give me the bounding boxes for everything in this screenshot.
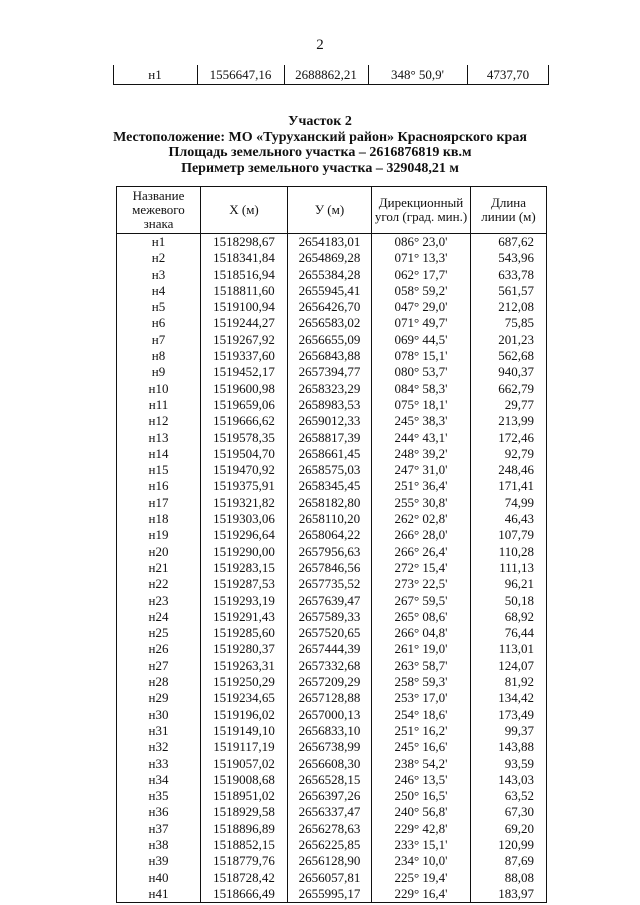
cell-length: 134,42 (471, 690, 547, 706)
table-row (117, 267, 547, 283)
cell-y: 2656528,15 (288, 772, 372, 788)
table-row (117, 707, 547, 723)
page-number: 2 (316, 37, 324, 53)
cell-y: 2658817,39 (288, 430, 372, 446)
cell-x: 1519290,00 (201, 544, 288, 560)
cell-name: н38 (117, 837, 201, 853)
cell-name: н24 (117, 609, 201, 625)
cell-angle: 272° 15,4' (372, 560, 471, 576)
section-title: Участок 2 (288, 114, 352, 129)
cell-angle: 246° 13,5' (372, 772, 471, 788)
cell-length: 143,88 (471, 739, 547, 755)
cell-name: н2 (117, 250, 201, 266)
cell-angle: 234° 10,0' (372, 853, 471, 869)
table-row (117, 674, 547, 690)
cell-name: н7 (117, 332, 201, 348)
coordinates-table (116, 186, 547, 903)
cell-y: 2657846,56 (288, 560, 372, 576)
cell-name: н32 (117, 739, 201, 755)
cell-name: н35 (117, 788, 201, 804)
cell-x: 1519452,17 (201, 364, 288, 380)
cell-x: 1519100,94 (201, 299, 288, 315)
cell-name: н16 (117, 478, 201, 494)
cell-length: 633,78 (471, 267, 547, 283)
table-row (117, 234, 547, 251)
cell-length: 687,62 (471, 234, 547, 251)
cell-name: н26 (117, 641, 201, 657)
cell-name: н29 (117, 690, 201, 706)
cell-name: н13 (117, 430, 201, 446)
row-angle: 348° 50,9' (390, 67, 445, 82)
cell-length: 50,18 (471, 593, 547, 609)
table-row (117, 625, 547, 641)
cell-angle: 251° 36,4' (372, 478, 471, 494)
cell-angle: 248° 39,2' (372, 446, 471, 462)
cell-x: 1519293,19 (201, 593, 288, 609)
cell-x: 1519600,98 (201, 381, 288, 397)
cell-x: 1519303,06 (201, 511, 288, 527)
header-y: У (м) (288, 187, 372, 234)
cell-length: 46,43 (471, 511, 547, 527)
cell-length: 213,99 (471, 413, 547, 429)
cell-name: н36 (117, 804, 201, 820)
table-row (117, 593, 547, 609)
cell-angle: 247° 31,0' (372, 462, 471, 478)
cell-y: 2658983,53 (288, 397, 372, 413)
table-row (117, 299, 547, 315)
cell-angle: 266° 04,8' (372, 625, 471, 641)
table-row (117, 560, 547, 576)
cell-x: 1519008,68 (201, 772, 288, 788)
cell-length: 173,49 (471, 707, 547, 723)
cell-length: 201,23 (471, 332, 547, 348)
cell-length: 67,30 (471, 804, 547, 820)
cell-angle: 263° 58,7' (372, 658, 471, 674)
cell-y: 2657000,13 (288, 707, 372, 723)
cell-y: 2657332,68 (288, 658, 372, 674)
cell-x: 1519287,53 (201, 576, 288, 592)
table-row (117, 348, 547, 364)
cell-length: 940,37 (471, 364, 547, 380)
cell-length: 99,37 (471, 723, 547, 739)
cell-y: 2656397,26 (288, 788, 372, 804)
header-angle: Дирекционный угол (град. мин.) (372, 187, 471, 234)
cell-length: 29,77 (471, 397, 547, 413)
cell-y: 2658323,29 (288, 381, 372, 397)
cell-y: 2655995,17 (288, 886, 372, 903)
table-row (117, 658, 547, 674)
table-row (117, 739, 547, 755)
table-row (117, 886, 547, 903)
cell-length: 124,07 (471, 658, 547, 674)
cell-angle: 245° 16,6' (372, 739, 471, 755)
cell-angle: 069° 44,5' (372, 332, 471, 348)
cell-angle: 238° 54,2' (372, 756, 471, 772)
section-heading (0, 114, 640, 176)
cell-x: 1518298,67 (201, 234, 288, 251)
table-row (117, 853, 547, 869)
continued-table-row (113, 65, 549, 85)
cell-name: н39 (117, 853, 201, 869)
cell-y: 2657520,65 (288, 625, 372, 641)
table-row (117, 478, 547, 494)
cell-angle: 075° 18,1' (372, 397, 471, 413)
cell-name: н11 (117, 397, 201, 413)
cell-x: 1518666,49 (201, 886, 288, 903)
cell-angle: 078° 15,1' (372, 348, 471, 364)
cell-angle: 250° 16,5' (372, 788, 471, 804)
table-row (117, 511, 547, 527)
cell-length: 74,99 (471, 495, 547, 511)
cell-y: 2657444,39 (288, 641, 372, 657)
cell-length: 76,44 (471, 625, 547, 641)
cell-y: 2658110,20 (288, 511, 372, 527)
cell-x: 1519666,62 (201, 413, 288, 429)
cell-x: 1519244,27 (201, 315, 288, 331)
cell-x: 1519283,15 (201, 560, 288, 576)
cell-length: 87,69 (471, 853, 547, 869)
cell-name: н28 (117, 674, 201, 690)
table-row (117, 756, 547, 772)
cell-y: 2657209,29 (288, 674, 372, 690)
cell-x: 1519578,35 (201, 430, 288, 446)
cell-y: 2656738,99 (288, 739, 372, 755)
cell-x: 1518951,02 (201, 788, 288, 804)
perimeter-line: Периметр земельного участка – 329048,21 м (181, 160, 459, 176)
cell-y: 2658182,80 (288, 495, 372, 511)
cell-angle: 253° 17,0' (372, 690, 471, 706)
cell-name: н10 (117, 381, 201, 397)
cell-angle: 058° 59,2' (372, 283, 471, 299)
cell-x: 1519470,92 (201, 462, 288, 478)
header-length: Длина линии (м) (471, 187, 547, 234)
cell-angle: 251° 16,2' (372, 723, 471, 739)
cell-angle: 267° 59,5' (372, 593, 471, 609)
cell-x: 1519291,43 (201, 609, 288, 625)
cell-length: 248,46 (471, 462, 547, 478)
header-name: Название межевого знака (117, 187, 201, 234)
table-header-row (117, 187, 547, 234)
cell-length: 113,01 (471, 641, 547, 657)
cell-name: н30 (117, 707, 201, 723)
cell-x: 1518516,94 (201, 267, 288, 283)
cell-name: н34 (117, 772, 201, 788)
cell-name: н4 (117, 283, 201, 299)
row-y: 2688862,21 (295, 67, 357, 82)
cell-y: 2654869,28 (288, 250, 372, 266)
cell-x: 1519280,37 (201, 641, 288, 657)
cell-y: 2656225,85 (288, 837, 372, 853)
cell-angle: 084° 58,3' (372, 381, 471, 397)
cell-name: н23 (117, 593, 201, 609)
cell-y: 2655945,41 (288, 283, 372, 299)
cell-name: н12 (117, 413, 201, 429)
table-row (117, 462, 547, 478)
cell-name: н37 (117, 821, 201, 837)
cell-x: 1518929,58 (201, 804, 288, 820)
cell-angle: 240° 56,8' (372, 804, 471, 820)
cell-y: 2657128,88 (288, 690, 372, 706)
table-row (117, 413, 547, 429)
cell-name: н9 (117, 364, 201, 380)
cell-angle: 229° 16,4' (372, 886, 471, 903)
cell-x: 1518811,60 (201, 283, 288, 299)
cell-angle: 071° 49,7' (372, 315, 471, 331)
table-row (117, 641, 547, 657)
cell-name: н31 (117, 723, 201, 739)
table-row (117, 609, 547, 625)
cell-length: 68,92 (471, 609, 547, 625)
cell-x: 1519196,02 (201, 707, 288, 723)
row-length: 4737,70 (486, 67, 530, 82)
cell-angle: 229° 42,8' (372, 821, 471, 837)
cell-x: 1519321,82 (201, 495, 288, 511)
cell-y: 2654183,01 (288, 234, 372, 251)
cell-angle: 265° 08,6' (372, 609, 471, 625)
table-row (117, 690, 547, 706)
cell-y: 2658064,22 (288, 527, 372, 543)
cell-x: 1518779,76 (201, 853, 288, 869)
cell-name: н8 (117, 348, 201, 364)
cell-angle: 225° 19,4' (372, 870, 471, 886)
cell-name: н33 (117, 756, 201, 772)
cell-length: 69,20 (471, 821, 547, 837)
table-row (117, 283, 547, 299)
cell-y: 2658345,45 (288, 478, 372, 494)
cell-x: 1519250,29 (201, 674, 288, 690)
table-row (117, 250, 547, 266)
cell-x: 1519263,31 (201, 658, 288, 674)
cell-y: 2656655,09 (288, 332, 372, 348)
cell-length: 183,97 (471, 886, 547, 903)
cell-angle: 261° 19,0' (372, 641, 471, 657)
cell-y: 2657735,52 (288, 576, 372, 592)
cell-name: н21 (117, 560, 201, 576)
cell-x: 1519337,60 (201, 348, 288, 364)
table-row (117, 821, 547, 837)
cell-y: 2656833,10 (288, 723, 372, 739)
cell-y: 2656057,81 (288, 870, 372, 886)
cell-angle: 254° 18,6' (372, 707, 471, 723)
cell-length: 88,08 (471, 870, 547, 886)
cell-length: 110,28 (471, 544, 547, 560)
cell-y: 2656278,63 (288, 821, 372, 837)
table-row (117, 576, 547, 592)
table-row (117, 381, 547, 397)
cell-name: н14 (117, 446, 201, 462)
cell-y: 2655384,28 (288, 267, 372, 283)
cell-x: 1519296,64 (201, 527, 288, 543)
cell-name: н25 (117, 625, 201, 641)
cell-y: 2657589,33 (288, 609, 372, 625)
area-line: Площадь земельного участка – 2616876819 кв.м (168, 145, 472, 160)
cell-x: 1519659,06 (201, 397, 288, 413)
cell-name: н18 (117, 511, 201, 527)
cell-angle: 262° 02,8' (372, 511, 471, 527)
cell-x: 1519234,65 (201, 690, 288, 706)
table-row (117, 544, 547, 560)
table-row (117, 315, 547, 331)
cell-y: 2659012,33 (288, 413, 372, 429)
cell-length: 143,03 (471, 772, 547, 788)
table-row (117, 495, 547, 511)
row-x: 1556647,16 (209, 67, 272, 82)
table-row (117, 364, 547, 380)
table-row (117, 430, 547, 446)
cell-angle: 062° 17,7' (372, 267, 471, 283)
cell-angle: 266° 28,0' (372, 527, 471, 543)
cell-length: 120,99 (471, 837, 547, 853)
cell-y: 2656426,70 (288, 299, 372, 315)
cell-name: н5 (117, 299, 201, 315)
table-body (117, 234, 547, 903)
table-row (117, 397, 547, 413)
cell-y: 2656608,30 (288, 756, 372, 772)
cell-length: 92,79 (471, 446, 547, 462)
cell-length: 561,57 (471, 283, 547, 299)
cell-length: 662,79 (471, 381, 547, 397)
cell-x: 1519375,91 (201, 478, 288, 494)
cell-length: 212,08 (471, 299, 547, 315)
cell-name: н1 (117, 234, 201, 251)
cell-y: 2658575,03 (288, 462, 372, 478)
cell-y: 2656128,90 (288, 853, 372, 869)
table-row (117, 527, 547, 543)
cell-name: н6 (117, 315, 201, 331)
cell-name: н19 (117, 527, 201, 543)
cell-angle: 047° 29,0' (372, 299, 471, 315)
cell-name: н27 (117, 658, 201, 674)
cell-length: 543,96 (471, 250, 547, 266)
cell-length: 63,52 (471, 788, 547, 804)
cell-x: 1519285,60 (201, 625, 288, 641)
cell-x: 1519267,92 (201, 332, 288, 348)
cell-angle: 258° 59,3' (372, 674, 471, 690)
cell-x: 1518728,42 (201, 870, 288, 886)
cell-length: 107,79 (471, 527, 547, 543)
cell-length: 111,13 (471, 560, 547, 576)
cell-angle: 071° 13,3' (372, 250, 471, 266)
table-row (117, 772, 547, 788)
header-x: X (м) (201, 187, 288, 234)
cell-length: 75,85 (471, 315, 547, 331)
cell-y: 2656337,47 (288, 804, 372, 820)
cell-y: 2656583,02 (288, 315, 372, 331)
cell-angle: 245° 38,3' (372, 413, 471, 429)
cell-y: 2656843,88 (288, 348, 372, 364)
table-row (117, 837, 547, 853)
cell-name: н41 (117, 886, 201, 903)
location-line: Местоположение: МО «Туруханский район» Красноярского края (113, 129, 527, 145)
cell-y: 2657394,77 (288, 364, 372, 380)
table-row (117, 870, 547, 886)
cell-name: н40 (117, 870, 201, 886)
cell-name: н15 (117, 462, 201, 478)
cell-x: 1518896,89 (201, 821, 288, 837)
cell-y: 2657639,47 (288, 593, 372, 609)
cell-x: 1518852,15 (201, 837, 288, 853)
cell-name: н20 (117, 544, 201, 560)
table-row (117, 446, 547, 462)
cell-name: н22 (117, 576, 201, 592)
cell-angle: 233° 15,1' (372, 837, 471, 853)
row-name: н1 (148, 67, 162, 82)
cell-angle: 266° 26,4' (372, 544, 471, 560)
cell-length: 171,41 (471, 478, 547, 494)
cell-x: 1518341,84 (201, 250, 288, 266)
cell-x: 1519057,02 (201, 756, 288, 772)
cell-angle: 244° 43,1' (372, 430, 471, 446)
cell-angle: 255° 30,8' (372, 495, 471, 511)
table-row (117, 332, 547, 348)
cell-x: 1519117,19 (201, 739, 288, 755)
cell-name: н3 (117, 267, 201, 283)
cell-x: 1519504,70 (201, 446, 288, 462)
cell-angle: 086° 23,0' (372, 234, 471, 251)
cell-name: н17 (117, 495, 201, 511)
cell-length: 96,21 (471, 576, 547, 592)
table-row (117, 804, 547, 820)
cell-y: 2658661,45 (288, 446, 372, 462)
cell-angle: 273° 22,5' (372, 576, 471, 592)
cell-angle: 080° 53,7' (372, 364, 471, 380)
cell-length: 172,46 (471, 430, 547, 446)
cell-length: 93,59 (471, 756, 547, 772)
cell-length: 81,92 (471, 674, 547, 690)
table-row (117, 723, 547, 739)
cell-y: 2657956,63 (288, 544, 372, 560)
cell-x: 1519149,10 (201, 723, 288, 739)
table-row (117, 788, 547, 804)
cell-length: 562,68 (471, 348, 547, 364)
